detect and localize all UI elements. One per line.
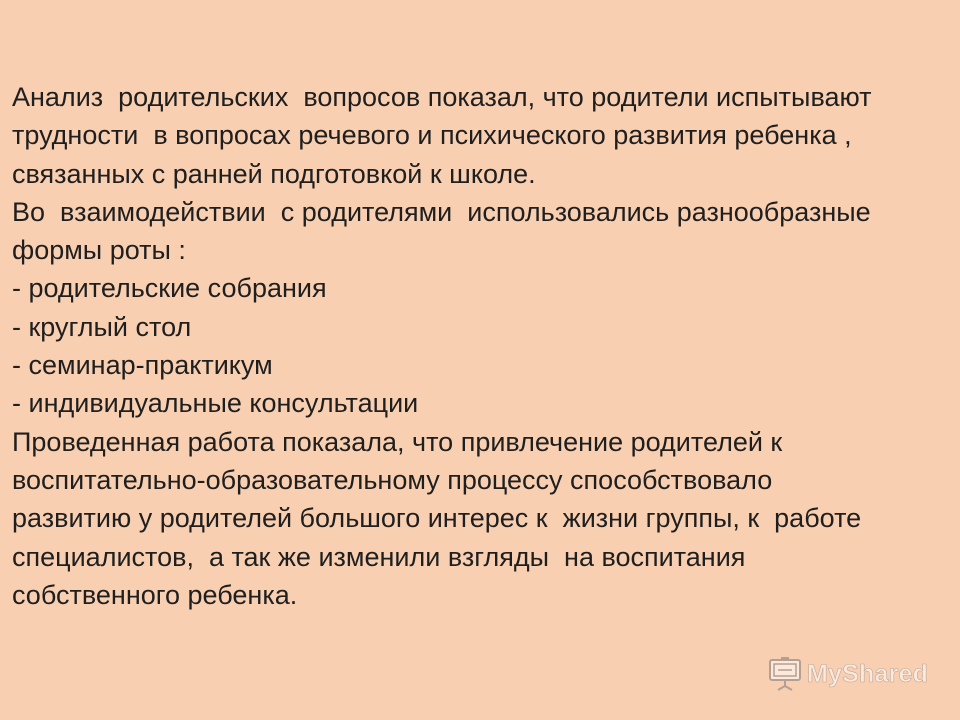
list-item-round-table: - круглый стол [12, 311, 192, 342]
text-line-14: собственного ребенка. [12, 579, 298, 610]
text-line-12: развитию у родителей большого интерес к жизни группы, к работе [12, 503, 862, 534]
text-line-4: Во взаимодействии с родителями использовались разнообразные [12, 196, 871, 227]
list-item-seminar-workshop: - семинар-практикум [12, 350, 273, 381]
list-item-individual-consultations: - индивидуальные консультации [12, 388, 419, 419]
text-line-3: связанных с ранней подготовкой к школе. [12, 158, 536, 189]
list-item-parent-meetings: - родительские собрания [12, 273, 327, 304]
text-line-13: специалистов, а так же изменили взгляды на воспитания [12, 541, 746, 572]
watermark-brand-text: MyShared [807, 659, 929, 688]
myshared-watermark[interactable] [768, 654, 928, 694]
text-line-11: воспитательно-образовательному процессу способствовало [12, 464, 773, 495]
text-line-5: формы роты : [12, 235, 186, 266]
slide-body-text [12, 78, 952, 614]
presentation-board-icon [768, 656, 802, 692]
text-line-10: Проведенная работа показала, что привлечение родителей к [12, 426, 783, 457]
text-line-2: трудности в вопросах речевого и психического развития ребенка , [12, 120, 852, 151]
text-line-1: Анализ родительских вопросов показал, что родители испытывают [12, 82, 872, 112]
